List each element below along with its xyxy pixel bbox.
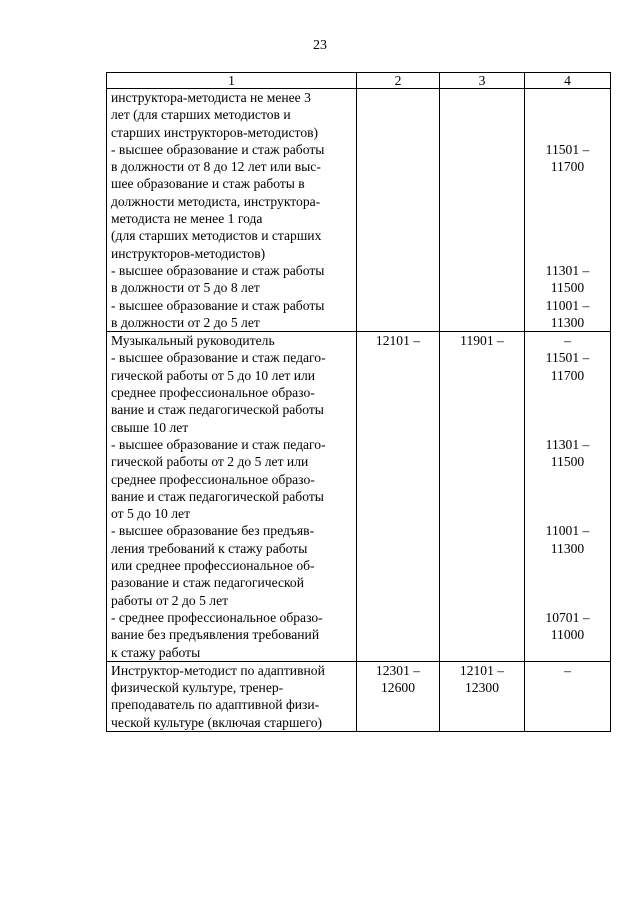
- description-line: гической работы от 5 до 10 лет или: [111, 367, 316, 383]
- blank-line: [440, 124, 524, 141]
- salary-value-line: –: [564, 333, 571, 349]
- blank-line: [440, 505, 524, 522]
- description-line: в должности от 8 до 12 лет или выс-: [111, 159, 321, 175]
- blank-line: [440, 89, 524, 106]
- salary-value-line: 12300: [465, 680, 499, 696]
- description-line: - среднее профессиональное образо-: [111, 609, 323, 625]
- blank-line: [525, 696, 610, 713]
- blank-line: [440, 557, 524, 574]
- description-line: вание и стаж педагогической работы: [111, 402, 324, 418]
- blank-line: [357, 436, 439, 453]
- blank-line: [357, 401, 439, 418]
- blank-line: [440, 574, 524, 591]
- description-line: лет (для старших методистов и: [111, 107, 291, 123]
- blank-line: [357, 557, 439, 574]
- salary-value-line: –: [564, 662, 571, 678]
- position-description-cell: [107, 332, 357, 662]
- blank-line: [440, 367, 524, 384]
- blank-line: [357, 227, 439, 244]
- description-line: инструктора-методиста не менее 3: [111, 90, 311, 105]
- salary-cell-col-2: [357, 332, 440, 662]
- salary-value-line: 11501 –: [545, 350, 590, 366]
- blank-line: [357, 419, 439, 436]
- description-line: методиста не менее 1 года: [111, 211, 263, 227]
- blank-line: [525, 505, 610, 522]
- blank-line: [440, 141, 524, 158]
- salary-value-line: 11001 –: [545, 523, 590, 539]
- description-line: разование и стаж педагогической: [111, 575, 305, 591]
- table-row: [107, 332, 611, 662]
- description-line: старших инструкторов-методистов): [111, 124, 319, 140]
- blank-line: [357, 453, 439, 470]
- blank-line: [440, 175, 524, 192]
- salary-value-line: 11301 –: [545, 436, 590, 452]
- blank-line: [440, 384, 524, 401]
- blank-line: [440, 314, 524, 331]
- blank-line: [525, 679, 610, 696]
- blank-line: [357, 106, 439, 123]
- description-line: - высшее образование и стаж педаго-: [111, 350, 326, 366]
- blank-line: [357, 210, 439, 227]
- description-line: - высшее образование и стаж работы: [111, 141, 325, 157]
- description-line: Инструктор-методист по адаптивной: [111, 662, 325, 678]
- salary-cell-col-3: [440, 661, 525, 731]
- salary-value-line: 12101 –: [459, 662, 505, 678]
- blank-line: [357, 696, 439, 713]
- blank-line: [440, 488, 524, 505]
- description-line: физической культуре, тренер-: [111, 680, 284, 696]
- blank-line: [525, 644, 610, 661]
- description-line: шее образование и стаж работы в: [111, 176, 305, 192]
- blank-line: [357, 89, 439, 106]
- blank-line: [440, 540, 524, 557]
- description-line: должности методиста, инструктора-: [111, 193, 321, 209]
- blank-line: [440, 609, 524, 626]
- blank-line: [440, 419, 524, 436]
- blank-line: [440, 644, 524, 661]
- description-line: к стажу работы: [111, 644, 201, 660]
- blank-line: [440, 158, 524, 175]
- blank-line: [357, 193, 439, 210]
- blank-line: [440, 245, 524, 262]
- description-line: в должности от 5 до 8 лет: [111, 280, 260, 296]
- blank-line: [440, 626, 524, 643]
- blank-line: [525, 557, 610, 574]
- blank-line: [357, 644, 439, 661]
- salary-value-line: 11700: [550, 159, 585, 175]
- blank-line: [357, 245, 439, 262]
- blank-line: [525, 488, 610, 505]
- salary-value-line: 11500: [550, 280, 585, 296]
- blank-line: [357, 175, 439, 192]
- description-line: вание без предъявления требований: [111, 627, 320, 643]
- description-line: в должности от 2 до 5 лет: [111, 314, 260, 330]
- blank-line: [525, 106, 610, 123]
- blank-line: [357, 714, 439, 731]
- blank-line: [357, 124, 439, 141]
- salary-cell-col-4: [525, 89, 611, 332]
- salary-cell-col-3: [440, 89, 525, 332]
- blank-line: [357, 158, 439, 175]
- blank-line: [357, 505, 439, 522]
- blank-line: [357, 297, 439, 314]
- position-description-cell: [107, 661, 357, 731]
- blank-line: [440, 471, 524, 488]
- blank-line: [440, 696, 524, 713]
- salary-value-line: 11501 –: [545, 141, 590, 157]
- description-line: - высшее образование и стаж педаго-: [111, 436, 326, 452]
- salary-value-line: 11300: [550, 540, 585, 556]
- salary-value-line: 10701 –: [545, 609, 590, 625]
- blank-line: [440, 297, 524, 314]
- blank-line: [440, 279, 524, 296]
- description-line: среднее профессиональное образо-: [111, 385, 315, 401]
- blank-line: [440, 210, 524, 227]
- blank-line: [525, 175, 610, 192]
- blank-line: [525, 592, 610, 609]
- table-row: [107, 89, 611, 332]
- blank-line: [357, 279, 439, 296]
- blank-line: [357, 262, 439, 279]
- table-header: [107, 73, 611, 89]
- blank-line: [440, 262, 524, 279]
- column-header-3: 3: [440, 73, 525, 89]
- blank-line: [525, 471, 610, 488]
- blank-line: [440, 106, 524, 123]
- description-line: - высшее образование и стаж работы: [111, 297, 325, 313]
- description-line: - высшее образование без предъяв-: [111, 523, 315, 539]
- blank-line: [357, 367, 439, 384]
- blank-line: [357, 488, 439, 505]
- column-header-1: 1: [107, 73, 357, 89]
- description-line: свыше 10 лет: [111, 419, 189, 435]
- description-line: Музыкальный руководитель: [111, 333, 275, 349]
- blank-line: [440, 714, 524, 731]
- description-line: среднее профессиональное образо-: [111, 471, 315, 487]
- salary-value-line: 11001 –: [545, 297, 590, 313]
- description-line: ления требований к стажу работы: [111, 540, 308, 556]
- blank-line: [357, 592, 439, 609]
- table-row: [107, 661, 611, 731]
- blank-line: [440, 401, 524, 418]
- blank-line: [525, 89, 610, 106]
- salary-value-line: 11700: [550, 367, 585, 383]
- description-line: ческой культуре (включая старшего): [111, 714, 323, 730]
- salary-value-line: 12101 –: [375, 333, 421, 349]
- salary-cell-col-4: [525, 332, 611, 662]
- description-line: работы от 2 до 5 лет: [111, 592, 229, 608]
- blank-line: [525, 384, 610, 401]
- description-line: вание и стаж педагогической работы: [111, 488, 324, 504]
- blank-line: [357, 471, 439, 488]
- blank-line: [357, 314, 439, 331]
- salary-table: [106, 72, 611, 732]
- salary-value-line: 12301 –: [375, 662, 421, 678]
- description-line: - высшее образование и стаж работы: [111, 262, 325, 278]
- blank-line: [440, 227, 524, 244]
- blank-line: [357, 384, 439, 401]
- salary-cell-col-4: [525, 661, 611, 731]
- description-line: от 5 до 10 лет: [111, 506, 191, 522]
- blank-line: [525, 124, 610, 141]
- blank-line: [357, 141, 439, 158]
- blank-line: [440, 436, 524, 453]
- page-number: 23: [313, 38, 327, 53]
- salary-cell-col-2: [357, 661, 440, 731]
- salary-value-line: 11500: [550, 454, 585, 470]
- blank-line: [357, 349, 439, 366]
- blank-line: [525, 193, 610, 210]
- blank-line: [525, 227, 610, 244]
- blank-line: [525, 419, 610, 436]
- blank-line: [440, 193, 524, 210]
- blank-line: [525, 714, 610, 731]
- blank-line: [525, 401, 610, 418]
- blank-line: [525, 210, 610, 227]
- salary-cell-col-2: [357, 89, 440, 332]
- blank-line: [357, 522, 439, 539]
- salary-value-line: 12600: [381, 680, 415, 696]
- blank-line: [357, 626, 439, 643]
- blank-line: [357, 609, 439, 626]
- blank-line: [357, 574, 439, 591]
- salary-value-line: 11301 –: [545, 262, 590, 278]
- table-body: [107, 89, 611, 732]
- description-line: преподаватель по адаптивной физи-: [111, 697, 320, 713]
- column-header-2: 2: [357, 73, 440, 89]
- salary-value-line: 11901 –: [460, 333, 504, 349]
- salary-value-line: 11300: [550, 314, 585, 330]
- column-header-4: 4: [525, 73, 611, 89]
- blank-line: [440, 349, 524, 366]
- blank-line: [440, 592, 524, 609]
- header-row: [107, 73, 611, 89]
- blank-line: [357, 540, 439, 557]
- description-line: инструкторов-методистов): [111, 245, 266, 261]
- salary-value-line: 11000: [550, 627, 585, 643]
- blank-line: [440, 453, 524, 470]
- description-line: гической работы от 2 до 5 лет или: [111, 454, 309, 470]
- blank-line: [525, 574, 610, 591]
- description-line: (для старших методистов и старших: [111, 228, 322, 244]
- blank-line: [440, 522, 524, 539]
- salary-cell-col-3: [440, 332, 525, 662]
- description-line: или среднее профессиональное об-: [111, 558, 315, 574]
- position-description-cell: [107, 89, 357, 332]
- blank-line: [525, 245, 610, 262]
